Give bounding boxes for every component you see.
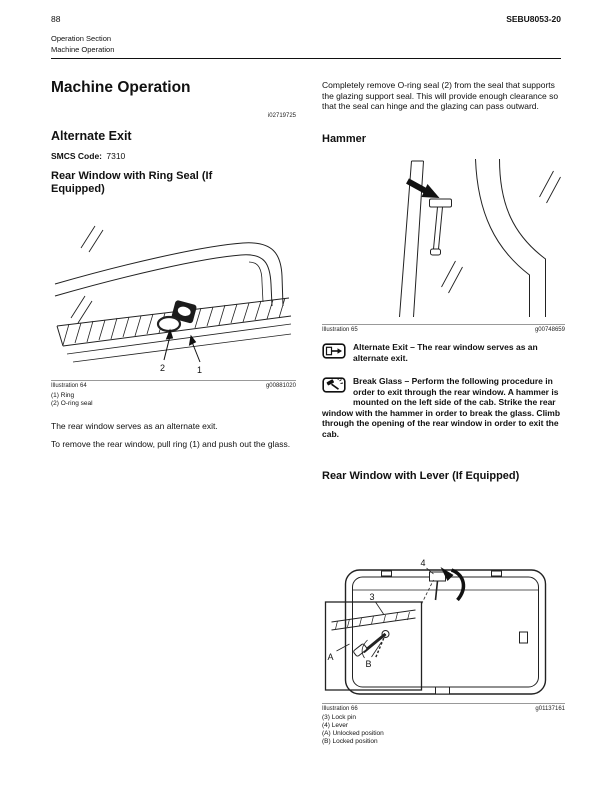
topic-heading: Alternate Exit (51, 129, 132, 143)
illustration-65-hammer (322, 155, 565, 320)
fig-label-A: A (327, 652, 334, 662)
pointer-arrow (408, 181, 440, 198)
subheading-ring-seal: Rear Window with Ring Seal (If Equipped) (51, 170, 213, 195)
illustration-64-label: Illustration 64 (51, 383, 87, 389)
fig-label-2: 2 (160, 363, 166, 373)
note-break-glass (322, 376, 565, 439)
illustration-64-callouts (51, 392, 296, 408)
illustration-66-rear-window-lever (322, 514, 565, 699)
note-alternate-exit-text: Alternate Exit – The rear window serves as an alternate exit. (353, 342, 538, 363)
callout-oring-seal: (2) O-ring seal (51, 400, 93, 407)
illustration-66-label: Illustration 66 (322, 706, 358, 712)
header-rule (51, 58, 561, 59)
subheading-hammer: Hammer (322, 133, 367, 145)
subheading-lever: Rear Window with Lever (If Equipped) (322, 470, 520, 482)
paragraph-alternate-exit: The rear window serves as an alternate exit. (51, 421, 218, 431)
page-title: Machine Operation (51, 79, 191, 96)
paragraph-remove-oring: Completely remove O-ring seal (2) from the seal that supports the glazing support seal. This will provide enough clearance so that the seal can hinge and the glazing can pass outward. (322, 80, 559, 111)
illustration-64-code: g00881020 (265, 383, 296, 389)
media-number: i02719725 (267, 113, 296, 119)
section-name: Operation Section (51, 34, 112, 43)
note-alternate-exit (322, 342, 565, 364)
illustration-65-caption (322, 324, 565, 333)
page-number: 88 (51, 14, 61, 24)
callout-lever: (4) Lever (322, 722, 349, 729)
fig-label-B: B (365, 659, 372, 669)
illustration-66-code: g01137161 (535, 706, 565, 712)
illustration-65-label: Illustration 65 (322, 327, 358, 333)
lever-motion-arrow (441, 567, 464, 600)
document-code: SEBU8053-20 (506, 14, 561, 24)
fig-label-1: 1 (197, 365, 203, 375)
illustration-66-callouts (322, 714, 565, 746)
paragraph-remove-window: To remove the rear window, pull ring (1) and push out the glass. (51, 439, 291, 449)
callout-locked-position: (B) Locked position (322, 738, 378, 745)
pull-ring (158, 317, 180, 331)
fig-label-3: 3 (369, 592, 375, 602)
illustration-64-rear-window-ring-seal (51, 210, 296, 378)
smcs-code-line (51, 151, 296, 162)
note-break-glass-text: Break Glass – Perform the following procedure in order to exit through the rear window. A hammer is mounted on the left side of the cab. Strike the rear window with the hammer in order to break the glass. Climb through the opening of the rear window in order to exit the cab. (322, 376, 561, 439)
smcs-label: SMCS Code: (51, 151, 102, 161)
illustration-65-code: g00748659 (534, 327, 565, 333)
break-glass-icon (322, 377, 346, 396)
section-breadcrumb (51, 34, 114, 55)
callout-unlocked-position: (A) Unlocked position (322, 730, 384, 737)
callout-lock-pin: (3) Lock pin (322, 714, 356, 721)
illustration-66-caption (322, 703, 565, 712)
subsection-name: Machine Operation (51, 44, 115, 54)
callout-ring: (1) Ring (51, 392, 75, 399)
fig-label-4: 4 (420, 558, 426, 568)
illustration-64-caption (51, 380, 296, 389)
alternate-exit-icon (322, 343, 346, 362)
smcs-value: 7310 (106, 151, 126, 161)
